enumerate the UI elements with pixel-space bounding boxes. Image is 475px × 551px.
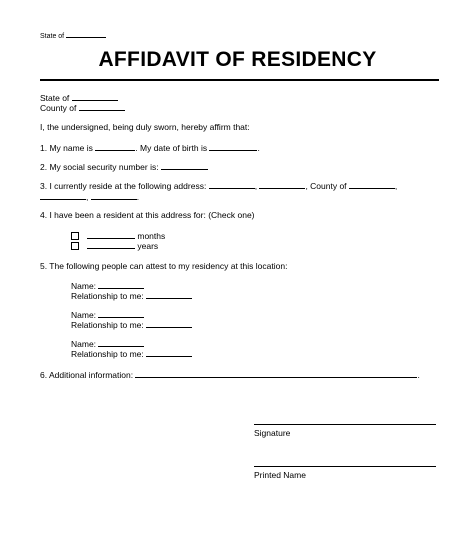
witness-2-name-label: Name: (71, 310, 97, 320)
item-3-comma-3: , (86, 192, 89, 202)
item-3-label: 3. I currently reside at the following address: (40, 181, 207, 191)
months-label: months (137, 231, 166, 241)
witness-3-name-label: Name: (71, 339, 97, 349)
witness-1-relationship (71, 290, 192, 301)
item-6 (40, 369, 420, 380)
item-1-dob-label: . My date of birth is (135, 143, 208, 153)
months-blank[interactable] (87, 230, 135, 239)
name-blank[interactable] (95, 142, 135, 151)
venue-county (40, 102, 125, 113)
item-3-county-label: , County of (305, 181, 347, 191)
intro-text: I, the undersigned, being duly sworn, hereby affirm that: (40, 122, 250, 132)
header-state (40, 29, 106, 42)
witness-2-relationship (71, 319, 192, 330)
venue-state-label: State of (40, 93, 70, 103)
address-blank-4[interactable] (91, 191, 140, 202)
venue-state-blank[interactable] (72, 92, 118, 101)
item-3-comma-2: , (394, 181, 398, 191)
witness-1-name-label: Name: (71, 281, 97, 291)
witness-1-rel-label: Relationship to me: (71, 291, 144, 301)
witness-3-relationship (71, 348, 192, 359)
witness-2-name-blank[interactable] (98, 309, 144, 318)
item-3-end: . (136, 192, 140, 202)
years-checkbox[interactable] (71, 242, 79, 250)
item-6-label: 6. Additional information: (40, 370, 134, 380)
address-blank-3[interactable] (40, 191, 89, 202)
years-blank[interactable] (87, 240, 135, 249)
title-rule (40, 79, 439, 81)
dob-blank[interactable] (209, 142, 260, 153)
signature-label: Signature (254, 428, 291, 438)
item-3-line-2 (40, 191, 139, 202)
witness-3-rel-label: Relationship to me: (71, 349, 144, 359)
item-2-label: 2. My social security number is: (40, 162, 159, 172)
witness-3-name-blank[interactable] (98, 338, 144, 347)
item-1-end: . (257, 143, 260, 153)
address-blank-2[interactable] (259, 180, 305, 189)
document-title: AFFIDAVIT OF RESIDENCY (98, 48, 377, 71)
header-state-blank[interactable] (66, 29, 106, 38)
item-4: 4. I have been a resident at this address for: (Check one) (40, 210, 255, 220)
additional-info-blank[interactable] (135, 369, 420, 380)
item-6-end: . (417, 370, 420, 380)
witness-1-name-blank[interactable] (98, 280, 144, 289)
address-blank-1[interactable] (209, 180, 258, 191)
witness-3-rel-blank[interactable] (146, 348, 192, 357)
item-3 (40, 180, 397, 191)
years-option (71, 240, 158, 251)
witness-1-rel-blank[interactable] (146, 290, 192, 299)
item-2 (40, 161, 208, 172)
item-3-comma-1: , (254, 181, 258, 191)
address-county-blank[interactable] (349, 180, 398, 191)
witness-2-rel-label: Relationship to me: (71, 320, 144, 330)
item-1 (40, 142, 260, 153)
years-label: years (137, 241, 159, 251)
printed-name-line[interactable] (254, 466, 436, 467)
item-1-label: 1. My name is (40, 143, 93, 153)
venue-county-blank[interactable] (79, 102, 125, 111)
printed-name-label: Printed Name (254, 470, 306, 480)
item-5: 5. The following people can attest to my residency at this location: (40, 261, 288, 271)
witness-2-rel-blank[interactable] (146, 319, 192, 328)
ssn-blank[interactable] (161, 161, 208, 170)
header-state-label: State of (40, 33, 65, 40)
venue-county-label: County of (40, 103, 77, 113)
signature-line[interactable] (254, 424, 436, 425)
months-checkbox[interactable] (71, 232, 79, 240)
